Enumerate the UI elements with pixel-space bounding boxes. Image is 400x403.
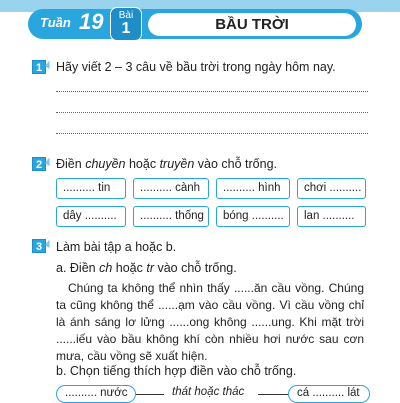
q3b-prompt: b. Chọn tiếng thích hợp điền vào chỗ trống. [56, 364, 297, 378]
week-number: 19 [79, 9, 104, 34]
q2-prompt [56, 157, 277, 171]
q3a-word-ch: ch [99, 261, 113, 275]
word-box[interactable]: dây .......... [56, 206, 126, 227]
page-title: BẦU TRỜI [215, 16, 289, 33]
q3a-after: vào chỗ trống. [154, 261, 237, 275]
q3a-paragraph: Chúng ta không thể nhìn thấy ......ăn cầu vồng. Chúng ta cũng không thể ......ạm vào cầu vồng. Vì cầu vồng chỉ là ánh sáng lơ lửng ......ong không ......ung. Khi mặt trời ......iếu vào bầu không khí còn nhiều hơi nước sau cơn mưa, cầu vồng sẽ xuất hiện. [56, 281, 364, 363]
choice-options: thát hoặc thác [172, 386, 245, 398]
q1-prompt: Hãy viết 2 – 3 câu về bầu trời trong ngày hôm nay. [56, 60, 336, 74]
word-box[interactable]: bóng .......... [216, 206, 290, 227]
q3a-before: a. Điền [56, 261, 100, 275]
week-label: Tuần [40, 15, 71, 30]
question-number-icon [32, 239, 50, 255]
q3a-middle: hoặc [112, 261, 147, 275]
q2-prompt-after: vào chỗ trống. [194, 157, 278, 171]
question-number-icon [32, 60, 50, 76]
lesson-word: Bài [118, 10, 134, 21]
q2-prompt-before: Điền [56, 157, 86, 171]
q3a-prompt [56, 261, 237, 275]
connector-line [136, 394, 164, 395]
word-box[interactable]: .......... thống [133, 206, 209, 227]
lesson-badge [110, 7, 142, 41]
q3-number: 3 [35, 241, 43, 253]
q2-word-truyen: truyền [159, 157, 195, 171]
lesson-number: 1 [121, 20, 131, 37]
title-box [148, 13, 356, 36]
q2-word-chuyen: chuyền [85, 157, 126, 171]
question-number-icon [32, 157, 50, 173]
answer-line[interactable] [56, 133, 368, 134]
q2-prompt-middle: hoặc [125, 157, 160, 171]
q3-prompt: Làm bài tập a hoặc b. [56, 240, 177, 254]
word-box[interactable]: lan .......... [297, 206, 366, 227]
connector-line [258, 394, 288, 395]
choice-box-left[interactable]: .......... nước [56, 385, 136, 403]
word-box[interactable]: .......... hình [216, 178, 290, 199]
q1-number: 1 [35, 62, 43, 74]
q2-number: 2 [35, 159, 43, 171]
answer-line[interactable] [56, 91, 368, 92]
word-box[interactable]: .......... tin [56, 178, 126, 199]
word-box[interactable]: .......... cành [133, 178, 209, 199]
q3a-word-tr: tr [146, 261, 154, 275]
word-box[interactable]: chơi .......... [297, 178, 366, 199]
answer-line[interactable] [56, 112, 368, 113]
choice-box-right[interactable]: cá .......... lát [288, 385, 370, 403]
